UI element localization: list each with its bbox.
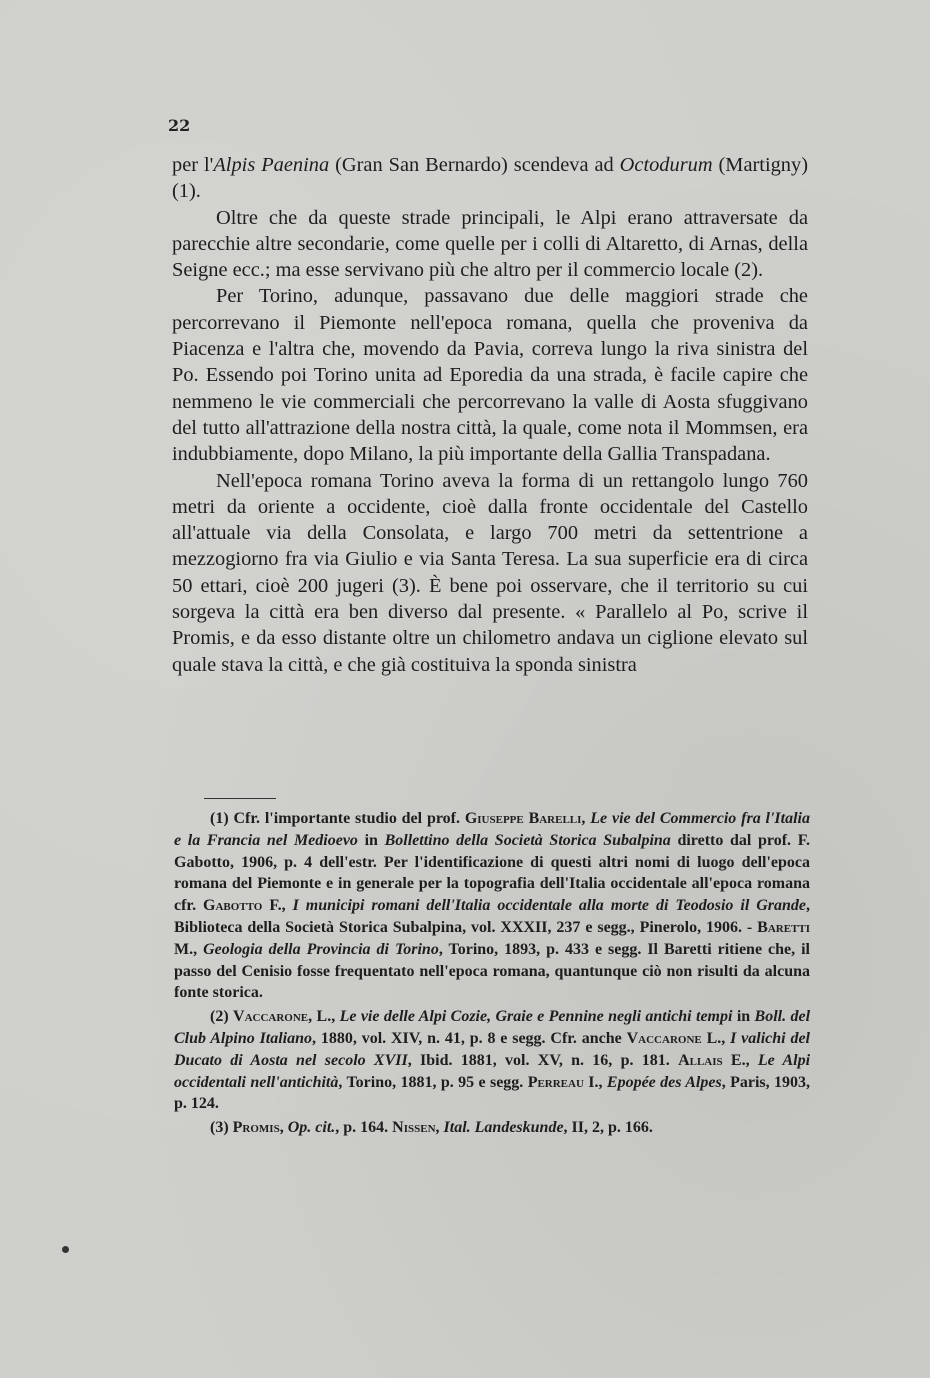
text-run: , xyxy=(279,1119,288,1137)
italic-text: Le Alpi occidentali nell'antichità xyxy=(174,1051,811,1091)
small-caps-text: Baretti xyxy=(757,918,810,936)
text-run: in xyxy=(357,831,385,849)
text-run: , xyxy=(581,810,591,827)
paragraph-4 xyxy=(172,468,808,678)
text-run: (1) Cfr. l'importante studio del prof. xyxy=(210,810,465,827)
text-run: E., xyxy=(722,1051,758,1069)
text-run: Per Torino, adunque, passavano due delle maggiori strade che percorrevano il Piemonte nell'epoca romana, quella che proveniva da Piacenza e l'altra che, movendo da Pavia, correva lungo la riva sinistra del Po. Essendo poi Torino unita ad Eporedia da una strada, è facile capire che nemmeno le vie commerciali che percorrevano la valle di Aosta sfuggivano del tutto all'attrazione della nostra città, la quale, come nota il Mommsen, era indubbiamente, dopo Milano, la più importante della Gallia Transpadana. xyxy=(172,285,808,466)
italic-text: Octodurum xyxy=(619,154,713,176)
small-caps-text: Vaccarone xyxy=(233,1008,309,1026)
text-run: , xyxy=(435,1119,444,1137)
small-caps-text: Vaccarone xyxy=(626,1029,702,1047)
text-run: diretto dal prof. F. Gabotto, 1906, p. 4 dell'estr. Per l'identificazione di questi altri nomi di luogo dell'epoca romana del Piemonte e in generale per la topografia dell'Italia occidentale all'epoca romana cfr. xyxy=(174,831,811,915)
italic-text: Geologia della Provincia di Torino xyxy=(203,940,439,958)
text-run: , Biblioteca della Società Storica Subalpina, vol. XXXII, 237 e segg., Pinerolo, 1906. - xyxy=(174,897,811,936)
paragraph-2 xyxy=(172,205,808,284)
paragraph-1 xyxy=(172,152,808,205)
italic-text: Epopée des Alpes xyxy=(606,1073,722,1091)
text-run: in xyxy=(732,1008,755,1026)
small-caps-text: Allais xyxy=(678,1051,723,1069)
text-run: L., xyxy=(701,1029,731,1047)
text-run: , Torino, 1881, p. 95 e segg. xyxy=(338,1073,528,1091)
text-run: Oltre che da queste strade principali, le Alpi erano attraversate da parecchie altre secondarie, come quelle per i colli di Altaretto, di Arnas, della Seigne ecc.; ma esse servivano più che altro per il commercio locale (2). xyxy=(172,206,808,282)
footnote-3 xyxy=(174,1117,810,1139)
body-text xyxy=(172,152,808,678)
text-run: M., xyxy=(174,940,204,958)
text-run: Nell'epoca romana Torino aveva la forma di un rettangolo lungo 760 metri da oriente a occidente, cioè dalla fronte occidentale del Castello all'attuale via della Consolata, e largo 700 metri da settentrione a mezzogiorno fra via Giulio e via Santa Teresa. La sua superficie era di circa 50 ettari, cioè 200 jugeri (3). È bene poi osservare, che il territorio su cui sorgeva la città era ben diverso dal presente. « Parallelo al Po, scrive il Promis, e da esso distante oltre un chilometro andava un ciglione elevato sul quale stava la città, e che già costituiva la sponda sinistra xyxy=(172,469,808,676)
small-caps-text: Perreau xyxy=(527,1073,584,1091)
text-run: , Torino, 1893, p. 433 e segg. Il Baretti ritiene che, il passo del Cenisio fosse frequentato nell'epoca romana, quantunque ciò non risulti da alcuna fonte storica. xyxy=(174,940,810,1002)
italic-text: Op. cit. xyxy=(287,1119,336,1137)
italic-text: I municipi romani dell'Italia occidentale alla morte di Teodosio il Grande xyxy=(292,897,807,915)
text-run: , 1880, vol. XIV, n. 41, p. 8 e segg. Cfr. anche xyxy=(312,1029,627,1047)
text-run: , Ibid. 1881, vol. XV, n. 16, p. 181. xyxy=(407,1051,679,1069)
page-edge xyxy=(930,0,938,1378)
page-number: 22 xyxy=(168,116,191,135)
text-run: , L., xyxy=(308,1008,340,1026)
text-run: (Martigny) (1). xyxy=(172,154,808,203)
italic-text: Le vie del Commercio fra l'Italia e la Francia nel Medioevo xyxy=(174,810,810,849)
footnotes xyxy=(174,808,810,1141)
italic-text: I valichi del Ducato di Aosta nel secolo XVII xyxy=(174,1029,810,1069)
small-caps-text: Nissen xyxy=(392,1119,436,1137)
text-run: , II, 2, p. 166. xyxy=(563,1119,653,1137)
text-run: (2) xyxy=(210,1008,234,1026)
italic-text: Ital. Landeskunde xyxy=(443,1119,564,1137)
footnote-separator xyxy=(204,798,276,799)
italic-text: Boll. del Club Alpino Italiano xyxy=(174,1008,811,1047)
text-run: , Paris, 1903, p. 124. xyxy=(174,1073,811,1113)
text-run: F., xyxy=(262,897,293,915)
text-run: per l' xyxy=(172,154,214,176)
italic-text: Bollettino della Società Storica Subalpina xyxy=(384,831,671,849)
small-caps-text: Giuseppe Barelli xyxy=(464,810,582,827)
italic-text: Le vie delle Alpi Cozie, Graie e Pennine negli antichi tempi xyxy=(339,1008,733,1026)
text-run: I., xyxy=(583,1073,607,1091)
footnote-2 xyxy=(174,1006,810,1115)
ink-speck xyxy=(62,1246,69,1253)
small-caps-text: Promis xyxy=(232,1119,280,1137)
italic-text: Alpis Paenina xyxy=(213,154,330,176)
text-run: , p. 164. xyxy=(335,1119,393,1137)
footnote-1 xyxy=(174,808,810,1004)
text-run: (3) xyxy=(210,1119,233,1137)
small-caps-text: Gabotto xyxy=(203,897,263,915)
text-run: (Gran San Bernardo) scendeva ad xyxy=(329,154,620,176)
paragraph-3 xyxy=(172,283,808,467)
